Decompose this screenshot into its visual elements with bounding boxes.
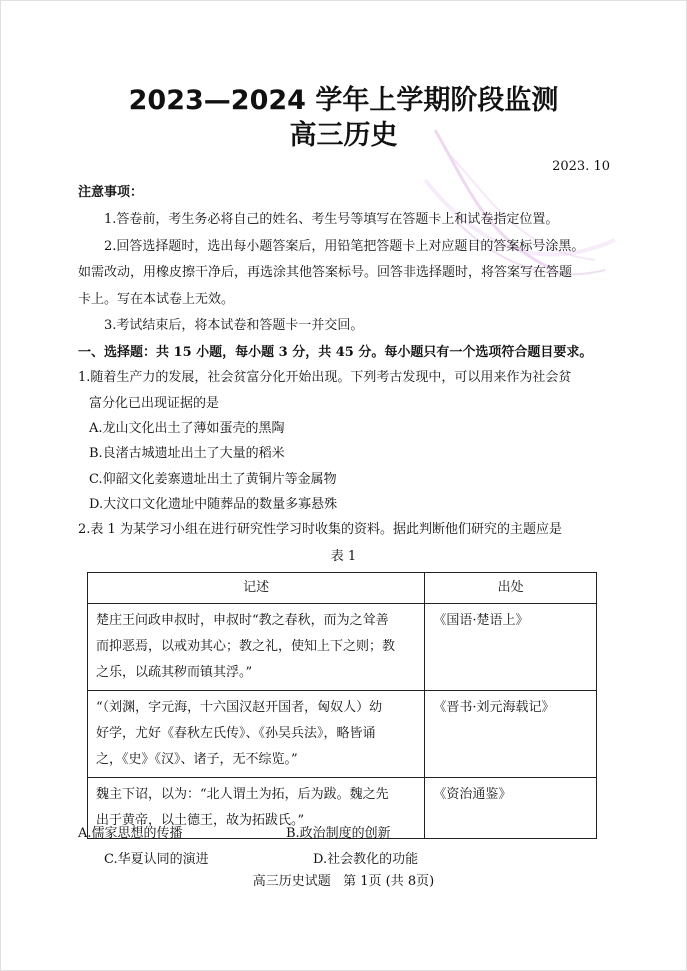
q1-option-a: A.龙山文化出土了薄如蛋壳的黑陶 — [89, 421, 285, 436]
notice-item-3: 3.考试结束后，将本试卷和答题卡一并交回。 — [104, 318, 364, 333]
notice-item-2-line-3: 卡上。写在本试卷上无效。 — [78, 292, 235, 307]
page-title: 2023—2024 学年上学期阶段监测 — [128, 85, 559, 116]
page-footer: 高三历史试题 第 1页 (共 8页) — [252, 874, 435, 889]
exam-date: 2023. 10 — [552, 159, 610, 174]
notice-item-2-line-1: 2.回答选择题时，选出每小题答案后，用铅笔把答题卡上对应题目的答案标号涂黑。 — [104, 239, 585, 254]
table-cell-record — [88, 691, 425, 778]
source-table — [87, 572, 597, 839]
record-line: “（刘渊，字元海，十六国汉赵开国者，匈奴人）幼 — [96, 700, 383, 715]
record-line: 之乐，以疏其秽而镇其浮。” — [96, 665, 253, 680]
table-row — [88, 604, 597, 691]
q2-option-d: D.社会教化的功能 — [313, 852, 419, 867]
table-caption: 表 1 — [330, 549, 357, 564]
page-subtitle: 高三历史 — [289, 120, 398, 151]
q1-option-d: D.大汶口文化遗址中随葬品的数量多寡悬殊 — [89, 497, 338, 512]
notice-item-2-line-2: 如需改动，用橡皮擦干净后，再选涂其他答案标号。回答非选择题时，将答案写在答题 — [78, 265, 573, 280]
table-cell-source: 《国语·楚语上》 — [425, 604, 597, 691]
table-row — [88, 691, 597, 778]
q2-option-a: A.儒家思想的传播 — [78, 826, 183, 841]
record-line: 楚庄王问政申叔时，申叔时“教之春秋，而为之耸善 — [96, 613, 389, 628]
q2-option-b: B.政治制度的创新 — [286, 826, 391, 841]
q1-option-c: C.仰韶文化姜寨遗址出土了黄铜片等金属物 — [89, 472, 337, 487]
notice-heading: 注意事项： — [78, 185, 144, 200]
table-header-record: 记述 — [88, 573, 425, 604]
record-line: 魏主下诏，以为：“北人谓土为拓，后为跋。魏之先 — [96, 787, 389, 802]
q2-option-c: C.华夏认同的演进 — [104, 852, 209, 867]
record-line: 之，《史》《汉》、诸子，无不综览。” — [96, 752, 298, 767]
notice-item-1: 1.答卷前，考生务必将自己的姓名、考生号等填写在答题卡上和试卷指定位置。 — [104, 212, 559, 227]
section-1-heading: 一、选择题：共 15 小题，每小题 3 分，共 45 分。每小题只有一个选项符合题目要求。 — [78, 345, 593, 360]
record-line: 好学，尤好《春秋左氏传》、《孙吴兵法》，略皆诵 — [96, 726, 376, 741]
q1-option-b: B.良渚古城遗址出土了大量的稻米 — [89, 446, 285, 461]
q1-stem-line-2: 富分化已出现证据的是 — [89, 396, 220, 411]
table-cell-source: 《资治通鉴》 — [425, 778, 597, 839]
table-cell-source: 《晋书·刘元海载记》 — [425, 691, 597, 778]
q1-stem-line-1: 1.随着生产力的发展，社会贫富分化开始出现。下列考古发现中，可以用来作为社会贫 — [78, 370, 572, 385]
table-cell-record — [88, 604, 425, 691]
record-line: 而抑恶焉，以戒劝其心；教之礼，使知上下之则；教 — [96, 639, 396, 654]
table-header-source: 出处 — [425, 573, 597, 604]
q2-stem: 2.表 1 为某学习小组在进行研究性学习时收集的资料。据此判断他们研究的主题应是 — [78, 522, 562, 537]
record-line: 出于黄帝，以土德王，故为拓跋氏。” — [96, 813, 305, 828]
table-header-row — [88, 573, 597, 604]
